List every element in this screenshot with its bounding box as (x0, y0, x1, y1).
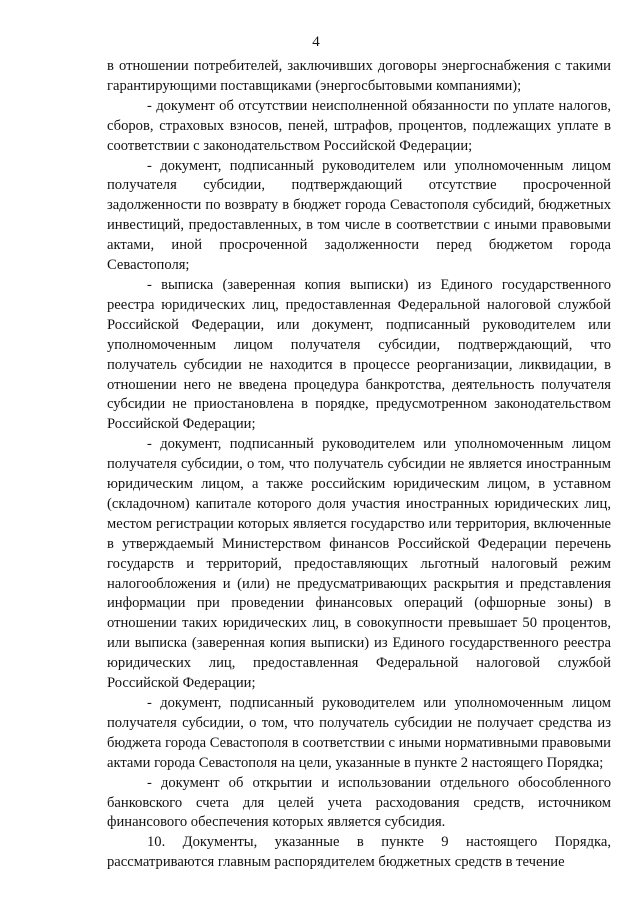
paragraph-tax-arrears-document: - документ об отсутствии неисполненной обязанности по уплате налогов, сборов, страховых взносов, пеней, штрафов, процентов, подлежащих уплате в соответствии с законодательством Российской Федерации; (107, 97, 611, 154)
paragraph-no-other-funds-document: - документ, подписанный руководителем или уполномоченным лицом получателя субсидии, о том, что получатель субсидии не получает средства из бюджета города Севастополя в соответствии с иными нормативными правовыми актами города Севастополя на цели, указанные в пункте 2 настоящего Порядка; (107, 695, 611, 771)
paragraph-bank-account-document: - документ об открытии и использовании отдельного обособленного банковского счета для целей учета расходования средств, источником финансового обеспечения которых является субсидия. (107, 774, 611, 831)
paragraph-overdue-debt-document: - документ, подписанный руководителем или уполномоченным лицом получателя субсидии, подтверждающий отсутствие просроченной задолженности по возврату в бюджет города Севастополя субсидий, бюджетных инвестиций, предоставленных, в том числе в соответствии с иными правовыми актами, иной просроченной задолженности перед бюджетом города Севастополя; (107, 157, 611, 274)
page-number: 4 (312, 34, 320, 50)
paragraph-registry-extract: - выписка (заверенная копия выписки) из Единого государственного реестра юридических лиц, предоставленная Федеральной налоговой службой Российской Федерации, или документ, подписанный руководителем или уполномоченным лицом получателя субсидии, подтверждающий, что получатель субсидии не находится в процессе реорганизации, ликвидации, в отношении него не введена процедура банкротства, деятельность получателя субсидии не приостановлена в порядке, предусмотренном законодательством Российской Федерации; (107, 276, 611, 433)
paragraph-item-10: 10. Документы, указанные в пункте 9 настоящего Порядка, рассматриваются главным распорядителем бюджетных средств в течение (107, 834, 611, 871)
paragraph-foreign-entity-document: - документ, подписанный руководителем или уполномоченным лицом получателя субсидии, о том, что получатель субсидии не является иностранным юридическим лицом, а также российским юридическим лицом, в уставном (складочном) капитале которого доля участия иностранных юридических лиц, местом регистрации которых является государство или территория, включенные в утверждаемый Министерством финансов Российской Федерации перечень государств и территорий, предоставляющих льготный налоговый режим налогообложения и (или) не предусматривающих раскрытия и представления информации при проведении финансовых операций (офшорные зоны) в отношении таких юридических лиц, в совокупности превышает 50 процентов, или выписка (заверенная копия выписки) из Единого государственного реестра юридических лиц, предоставленная Федеральной налоговой службой Российской Федерации; (107, 436, 611, 692)
paragraph-continuation: в отношении потребителей, заключивших договоры энергоснабжения с такими гарантирующими поставщиками (энергосбытовыми компаниями); (107, 58, 611, 94)
document-body (107, 57, 611, 873)
